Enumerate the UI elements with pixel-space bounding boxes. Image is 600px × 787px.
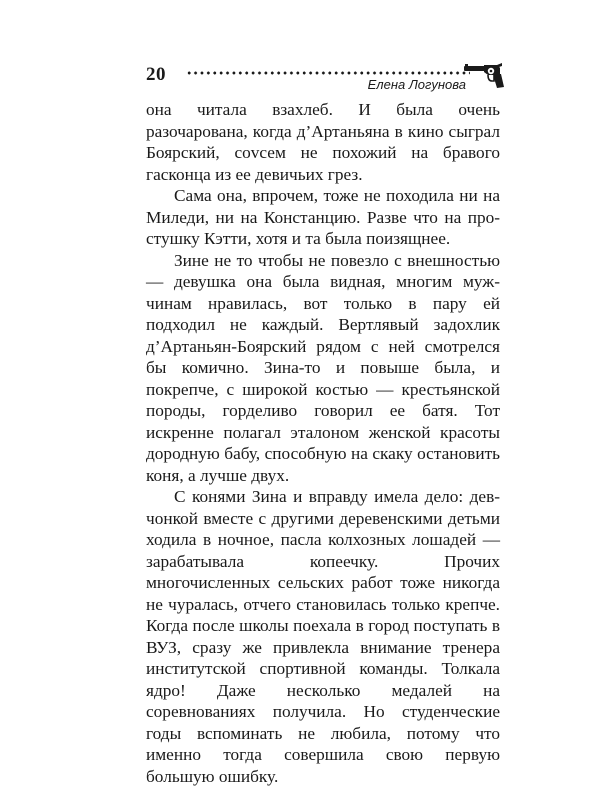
paragraph-2: Сама она, впрочем, тоже не походила ни на Миледи, ни на Констанцию. Разве что на простушку Кэтти, хотя и та была поизящнее. bbox=[146, 186, 500, 248]
revolver-icon bbox=[464, 63, 504, 89]
paragraph-1: она читала взахлеб. И была очень разочарована, когда д’Артаньяна в кино сыграл Боярский, соvсем не похожий на бравого гасконца из ее девичьих грез. bbox=[146, 100, 500, 184]
paragraph-3: Зине не то чтобы не повезло с внешностью — девушка она была видная, многим мужчинам нравилась, вот только в пару ей подходил не каждый. Вертлявый задохлик д’Артаньян-Боярский рядом с ней смотрелся бы комично. Зина-то и повыше была, и покрепче, с широкой костью — крестьянской породы, горделиво говорил ее батя. Тот искренне полагал эталоном женской красоты дородную бабу, способную на скаку остановить коня, а лучше двух. bbox=[146, 250, 500, 485]
body-text bbox=[146, 99, 500, 787]
running-header-author: Елена Логунова bbox=[367, 77, 466, 92]
running-header bbox=[146, 62, 504, 92]
dot-leader bbox=[186, 71, 470, 75]
page-number: 20 bbox=[146, 64, 166, 85]
paragraph-4: С конями Зина и вправду имела дело: девчонкой вместе с другими деревенскими детьми ходила в ночное, пасла колхозных лошадей — зарабатывала копеечку. Прочих многочисленных сельских работ тоже никогда не чуралась, отчего становилась только крепче. Когда после школы поехала в город поступать в ВУЗ, сразу же привлекла внимание тренера институтской спортивной команды. Толкала ядро! Даже несколько медалей на соревнованиях получила. Но студенческие годы вспоминать не любила, потому что именно тогда совершила свою первую большую ошибку. bbox=[146, 487, 500, 786]
